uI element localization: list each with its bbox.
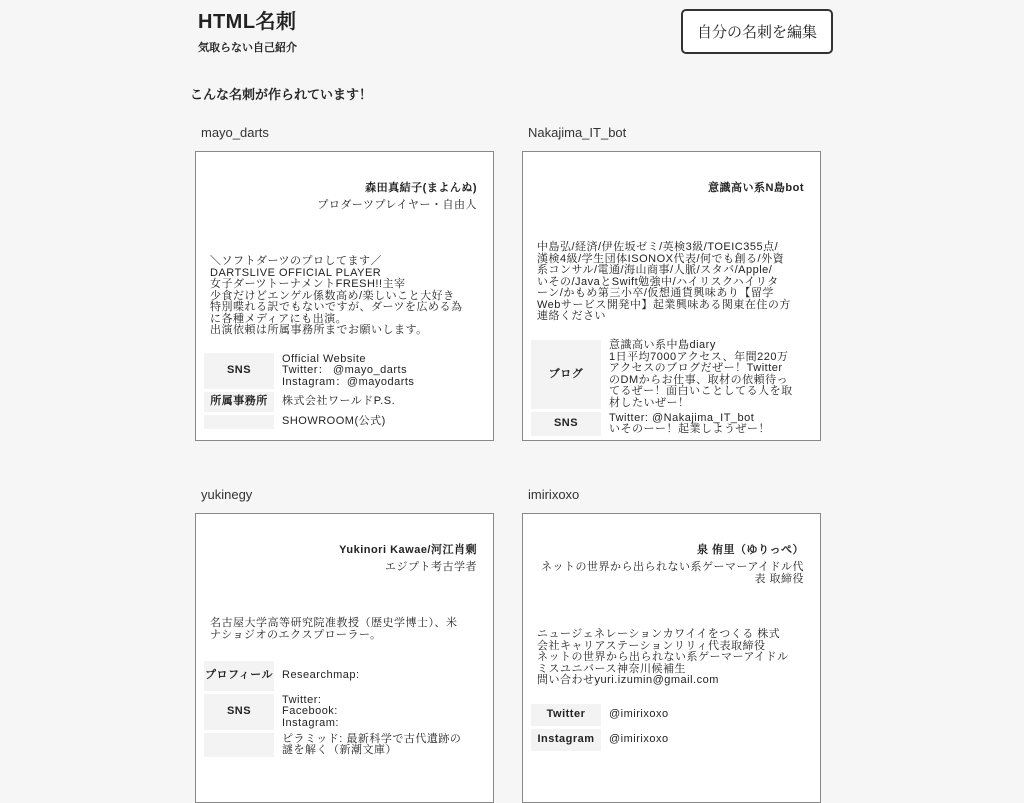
card-bio: ニュージェネレーションカワイイをつくる 株式 会社キャリアステーションリリィ代表取締役 ネットの世界から出られない系ゲーマーアイドル ミスユニバース神奈川候補生 問い合わせyuri.izumin@gmail.com <box>537 628 789 686</box>
info-row <box>204 694 485 730</box>
business-card[interactable] <box>522 513 821 803</box>
info-row <box>204 415 485 429</box>
card-name: 泉 侑里（ゆりっぺ） <box>696 544 804 556</box>
card-name: 意識高い系N島bot <box>707 182 804 194</box>
info-value[interactable]: ピラミッド: 最新科学で古代遺跡の 謎を解く（新潮文庫） <box>282 732 462 756</box>
info-row <box>204 353 485 389</box>
info-row <box>204 661 485 691</box>
business-card[interactable] <box>522 151 821 441</box>
info-row <box>204 733 485 757</box>
card-bio: 中島弘/経済/伊佐坂ゼミ/英検3級/TOEIC355点/ 漢検4級/学生団体ISONOX代表/何でも創る/外資 系コンサル/電通/海山商事/人脈/スタバ/Apple/ いその/JavaとSwift勉強中/ハイリスクハイリタ ーン/かもめ第三小卒/仮想通貨興味あり【留学 Webサービス開発中】起業興味ある関東在住の方 連絡ください <box>537 241 791 322</box>
info-value[interactable]: @imirixoxo <box>609 708 669 721</box>
section-heading: こんな名刺が作られています！ <box>190 87 373 102</box>
info-row <box>531 412 812 436</box>
card-info-table <box>204 661 485 760</box>
site-header <box>198 10 297 55</box>
info-label: 所属事務所 <box>204 392 274 412</box>
card-bio: ＼ソフトダーツのプロしてます／ DARTSLIVE OFFICIAL PLAYER 女子ダーツトーナメントFRESH!!主宰 少食だけどエンゲル係数高め/楽しいこと大好き 特別喋れる訳でもないですが、ダーツを広める為 に各種メディアにも出演。 出演依頼は所属事務所までお願いします。 <box>210 255 463 336</box>
card-job: ネットの世界から出られない系ゲーマーアイドル代表 取締役 <box>541 561 804 585</box>
info-label: Instagram <box>531 729 601 751</box>
card-info-table <box>531 704 812 754</box>
info-label: SNS <box>204 353 274 389</box>
info-value[interactable]: Twitter: Facebook: Instagram: <box>282 693 339 729</box>
info-value[interactable]: SHOWROOM(公式) <box>282 415 386 428</box>
edit-my-card-button[interactable]: 自分の名刺を編集 <box>681 9 833 54</box>
info-label: ブログ <box>531 340 601 409</box>
info-label: Twitter <box>531 704 601 726</box>
card-info-table <box>531 340 812 439</box>
card-name: 森田真結子(まよんぬ) <box>365 182 477 194</box>
info-value[interactable]: Researchmap: <box>282 669 360 682</box>
card-info-table <box>204 353 485 432</box>
info-label: プロフィール <box>204 661 274 691</box>
info-label <box>204 733 274 757</box>
info-row <box>531 340 812 409</box>
info-row <box>204 392 485 412</box>
info-value[interactable]: Twitter: @Nakajima_IT_bot いそのーー！起業しようぜー！ <box>609 411 770 435</box>
card-username[interactable]: imirixoxo <box>528 487 580 502</box>
card-username[interactable]: mayo_darts <box>201 125 269 140</box>
info-label: SNS <box>204 694 274 730</box>
card-job: エジプト考古学者 <box>385 561 477 573</box>
card-name: Yukinori Kawae/河江肖剰 <box>339 544 477 556</box>
card-job: プロダーツプレイヤー・自由人 <box>317 199 477 211</box>
card-bio: 名古屋大学高等研究院准教授（歴史学博士）、米 ナショジオのエクスプローラー。 <box>210 617 458 641</box>
info-value[interactable]: 意識高い系中島diary 1日平均7000アクセス、年間220万 アクセスのブログだぜー！Twitter のDMからお仕事、取材の依頼待っ てるぜー！面白いことしてる人を取 材したいぜー！ <box>609 339 793 409</box>
info-value[interactable]: Official Website Twitter： @mayo_darts Instagram：@mayodarts <box>282 352 415 388</box>
info-value: 株式会社ワールドP.S. <box>282 395 396 408</box>
info-label <box>204 415 274 429</box>
card-username[interactable]: yukinegy <box>201 487 253 502</box>
card-username[interactable]: Nakajima_IT_bot <box>528 125 627 140</box>
info-row <box>531 729 812 751</box>
business-card[interactable] <box>195 513 494 803</box>
info-label: SNS <box>531 412 601 436</box>
info-row <box>531 704 812 726</box>
site-title: HTML名刺 <box>198 11 297 33</box>
info-value[interactable]: @imirixoxo <box>609 733 669 746</box>
site-subtitle: 気取らない自己紹介 <box>198 42 297 54</box>
business-card[interactable] <box>195 151 494 441</box>
